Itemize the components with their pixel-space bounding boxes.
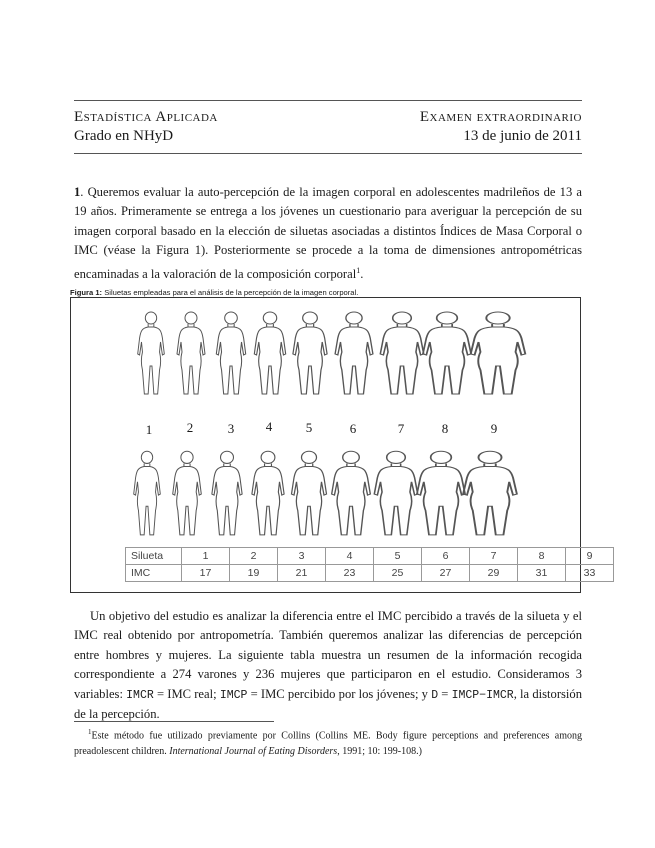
figure-caption-text: Siluetas empleadas para el análisis de la percepción de la imagen corporal. <box>104 288 359 297</box>
table-cell: 3 <box>278 548 326 565</box>
var-imcp: IMCP <box>219 688 248 702</box>
study-text-2: = IMC real; <box>153 686 220 701</box>
footnote-journal: International Journal of Eating Disorders <box>169 746 338 758</box>
table-cell: 8 <box>518 548 566 565</box>
question-paragraph <box>74 183 582 284</box>
table-cell: 2 <box>230 548 278 565</box>
silhouette-number: 2 <box>186 420 194 435</box>
header-top-rule <box>74 100 582 101</box>
table-row <box>126 548 614 565</box>
silhouette-number: 7 <box>397 421 405 436</box>
footnote-rule <box>74 721 274 722</box>
exam-date: 13 de junio de 2011 <box>463 128 582 144</box>
var-distortion: IMCP−IMCR <box>451 688 514 702</box>
figure-caption <box>70 288 358 297</box>
silhouette-number: 8 <box>441 421 449 436</box>
table-cell: 9 <box>566 548 614 565</box>
question-text: . Queremos evaluar la auto-percepción de la imagen corporal en adolescentes madrileños de 13 a 19 años. Primeramente se entrega a los jóvenes un cuestionario para averiguar la percepción de su imagen corporal basado en la elección de siluetas asociadas a distintos Índices de Masa Corporal o IMC (véase la Figura 1). Posteriormente se procede a la toma de dimensiones antropométricas encaminadas a la valoración de la composición corporal <box>74 185 582 281</box>
table-cell: 25 <box>374 565 422 582</box>
footnote <box>74 724 582 760</box>
degree-name: Grado en NHyD <box>74 128 174 144</box>
study-text-3: = IMC percibido por los jóvenes; y <box>247 686 432 701</box>
study-text-4: = <box>438 686 452 701</box>
exam-title: Examen extraordinario <box>419 109 582 125</box>
header-bottom-rule <box>74 153 582 154</box>
question-number: 1 <box>74 185 81 199</box>
question-end: . <box>360 266 364 281</box>
table-cell: 7 <box>470 548 518 565</box>
var-imcr: IMCR <box>126 688 154 702</box>
var-d: D <box>431 688 439 702</box>
table-cell: 4 <box>326 548 374 565</box>
table-row <box>126 565 614 582</box>
table-cell: 29 <box>470 565 518 582</box>
table-cell: 27 <box>422 565 470 582</box>
table-cell: 17 <box>182 565 230 582</box>
table-cell: 1 <box>182 548 230 565</box>
table-cell: 23 <box>326 565 374 582</box>
row-label-silueta: Silueta <box>126 548 182 565</box>
footnote-tail: , 1991; 10: 199-108.) <box>337 746 422 758</box>
silhouette-number: 5 <box>305 420 313 435</box>
silhouette-number: 9 <box>490 421 498 436</box>
footnote-mark: 1 <box>88 728 92 736</box>
table-cell: 21 <box>278 565 326 582</box>
silhouette-number: 6 <box>349 421 357 436</box>
silhouette-imc-table <box>125 547 614 582</box>
row-label-imc: IMC <box>126 565 182 582</box>
silhouette-number: 3 <box>227 421 235 436</box>
study-text-1: Un objetivo del estudio es analizar la diferencia entre el IMC percibido a través de la silueta y el IMC real obtenido por antropometría. También queremos analizar las diferencias de percepción entre hombres y mujeres. La siguiente tabla muestra un resumen de la información recogida correspondiente a 274 varones y 236 mujeres que participaron en el estudio. Consideramos 3 variables: <box>74 609 582 701</box>
table-cell: 31 <box>518 565 566 582</box>
course-title: Estadística Aplicada <box>74 109 218 125</box>
study-paragraph <box>74 607 582 724</box>
silhouette-number: 4 <box>265 419 273 434</box>
silhouette-number: 1 <box>145 422 153 437</box>
table-cell: 33 <box>566 565 614 582</box>
footnote-text: Este método fue utilizado previamente por Collins (Collins ME. Body figure perceptions and preferences among preadolescent children. <box>74 730 582 758</box>
table-cell: 5 <box>374 548 422 565</box>
footnote-ref: 1 <box>356 265 361 275</box>
figure-caption-label: Figura 1: <box>70 288 103 297</box>
table-cell: 19 <box>230 565 278 582</box>
table-cell: 6 <box>422 548 470 565</box>
study-text-5: , la distorsión de la percepción. <box>74 686 583 722</box>
